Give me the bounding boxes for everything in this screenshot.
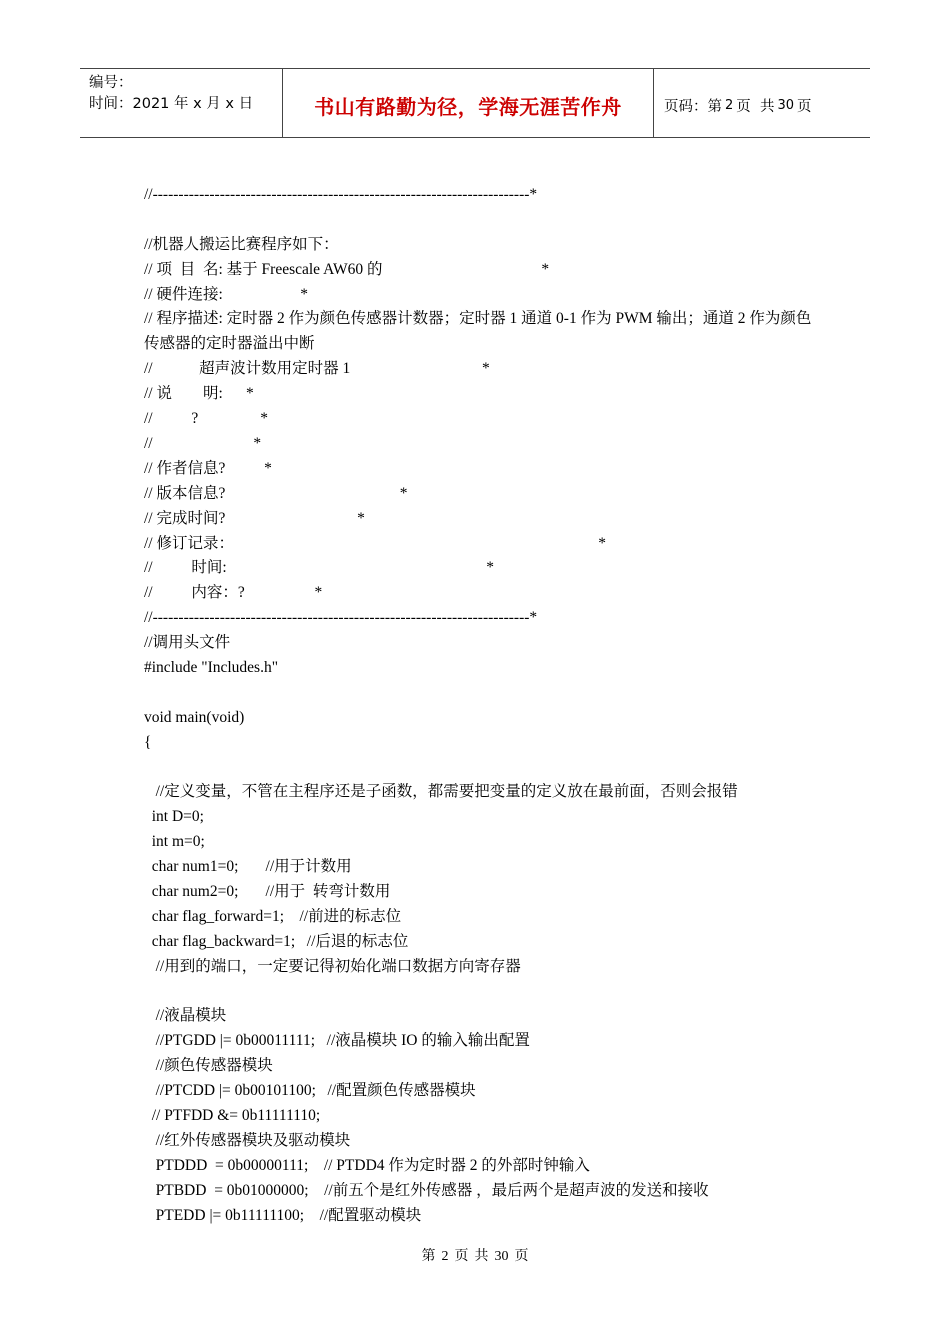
header-motto-cell [282, 69, 654, 137]
code-line: //PTGDD |= 0b00011111; //液晶模块 IO 的输入输出配置 [144, 1032, 530, 1050]
page-mid: 页 共 [736, 98, 775, 115]
code-line: //液晶模块 [144, 1007, 227, 1025]
footer-suffix: 页 [514, 1249, 529, 1264]
code-line: // 硬件连接: * [144, 285, 309, 303]
code-line [144, 756, 824, 781]
code-line: // 项 目 名: 基于 Freescale AW60 的 * [144, 260, 550, 278]
code-line: char flag_forward=1; //前进的标志位 [144, 907, 402, 925]
code-line: //机器人搬运比赛程序如下： [144, 235, 339, 253]
page-current: 2 [725, 97, 734, 113]
code-line: //-------------------------------------------------------------------------* [144, 609, 538, 627]
footer-prefix: 第 [421, 1249, 436, 1264]
code-line: { [144, 733, 152, 751]
code-line [144, 681, 824, 706]
footer-mid2: 共 [474, 1249, 489, 1264]
code-line: //-------------------------------------------------------------------------* [144, 186, 538, 203]
code-line: // 程序描述: 定时器 2 作为颜色传感器计数器；定时器 1 通道 0-1 作为 PWM 输出；通道 2 作为颜色传感器的定时器溢出中断 [144, 310, 812, 353]
code-line: void main(void) [144, 708, 245, 726]
footer-current: 2 [441, 1249, 449, 1264]
code-line: // 版本信息? * [144, 484, 408, 502]
header-meta [80, 69, 282, 137]
code-line: // 完成时间? * [144, 509, 365, 527]
code-line: PTEDD |= 0b11111100; //配置驱动模块 [144, 1206, 422, 1224]
code-line: // 时间: * [144, 559, 495, 577]
page-suffix: 页 [797, 98, 812, 115]
code-line: // PTFDD &= 0b11111110; [144, 1106, 321, 1124]
code-line: //红外传感器模块及驱动模块 [144, 1131, 351, 1149]
code-line: //用到的端口，一定要记得初始化端口数据方向寄存器 [144, 957, 521, 975]
header-page-number [654, 69, 870, 137]
code-line [144, 208, 824, 233]
code-line: int m=0; [144, 833, 205, 851]
footer-total: 30 [494, 1249, 509, 1264]
code-line: char flag_backward=1; //后退的标志位 [144, 932, 409, 950]
page-header [80, 68, 870, 138]
page-footer [0, 1245, 950, 1265]
code-line: //调用头文件 [144, 634, 231, 652]
code-line: PTBDD = 0b01000000; //前五个是红外传感器 ，最后两个是超声波的发送和接收 [144, 1181, 709, 1199]
code-line: // 说 明: * [144, 385, 254, 403]
code-line: #include "Includes.h" [144, 658, 279, 676]
code-listing [144, 183, 824, 1228]
code-line: char num1=0; //用于计数用 [144, 858, 352, 876]
code-line: //颜色传感器模块 [144, 1057, 273, 1075]
code-line: // 超声波计数用定时器 1 * [144, 360, 490, 378]
page-total: 30 [777, 97, 795, 113]
serial-label: 编号： [89, 75, 133, 91]
code-line: //PTCDD |= 0b00101100; //配置颜色传感器模块 [144, 1082, 476, 1100]
code-line: // * [144, 434, 262, 452]
code-line: //定义变量，不管在主程序还是子函数，都需要把变量的定义放在最前面，否则会报错 [144, 783, 738, 801]
time-label: 时间：2021 年 x 月 x 日 [89, 96, 254, 112]
code-line: // 修订记录： * [144, 534, 606, 552]
code-line: // ? * [144, 410, 268, 428]
code-line: char num2=0; //用于 转弯计数用 [144, 882, 391, 900]
code-line: // 作者信息? * [144, 459, 272, 477]
code-line: int D=0; [144, 808, 204, 826]
code-line: PTDDD = 0b00000111; // PTDD4 作为定时器 2 的外部时钟输入 [144, 1156, 590, 1174]
code-line [144, 980, 824, 1005]
motto: 书山有路勤为径，学海无涯苦作舟 [314, 94, 622, 119]
page-prefix: 页码：第 [664, 98, 722, 115]
footer-mid1: 页 [454, 1249, 469, 1264]
code-line: // 内容：? * [144, 584, 323, 602]
